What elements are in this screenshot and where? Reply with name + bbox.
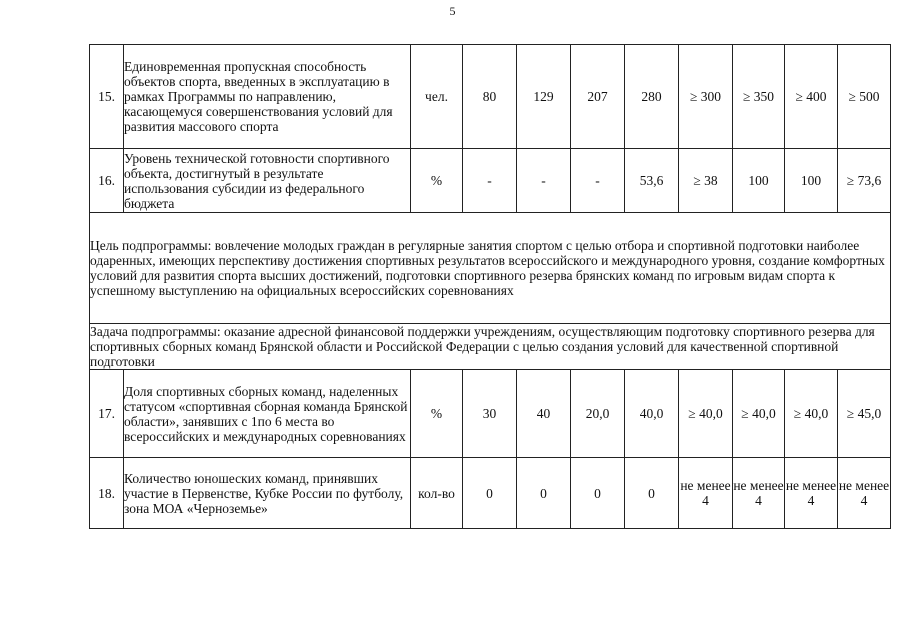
value-cell: 40: [517, 370, 571, 458]
row-number: 18.: [90, 458, 124, 529]
indicator-description: Количество юношеских команд, принявших участие в Первенстве, Кубке России по футболу, зона МОА «Черноземье»: [124, 458, 411, 529]
value-cell: ≥ 350: [733, 45, 785, 149]
goal-row: [90, 213, 891, 324]
value-cell: 0: [571, 458, 625, 529]
subprogram-goal: Цель подпрограммы: вовлечение молодых граждан в регулярные занятия спортом с целью отбора и спортивной подготовки наиболее одаренных, имеющих перспективу достижения спортивных результатов всероссийского и международного уровня, создание комфортных условий для развития спорта высших достижений, подготовки спортивного резерва брянских команд по игровым видам спорта к успешному выступлению на официальных всероссийских соревнованиях: [90, 213, 891, 324]
unit-cell: %: [411, 370, 463, 458]
value-cell: 20,0: [571, 370, 625, 458]
value-cell: ≥ 300: [679, 45, 733, 149]
value-cell: -: [463, 149, 517, 213]
page-number: 5: [449, 4, 456, 18]
value-cell: ≥ 400: [785, 45, 838, 149]
value-cell: ≥ 40,0: [679, 370, 733, 458]
value-cell: ≥ 38: [679, 149, 733, 213]
value-cell: не менее 4: [838, 458, 891, 529]
value-cell: 100: [733, 149, 785, 213]
value-cell: ≥ 45,0: [838, 370, 891, 458]
task-row: [90, 324, 891, 370]
value-cell: 129: [517, 45, 571, 149]
indicators-table: [89, 44, 891, 529]
value-cell: 0: [625, 458, 679, 529]
unit-cell: чел.: [411, 45, 463, 149]
value-cell: ≥ 500: [838, 45, 891, 149]
indicator-description: Уровень технической готовности спортивного объекта, достигнутый в результате использования субсидии из федерального бюджета: [124, 149, 411, 213]
value-cell: 30: [463, 370, 517, 458]
value-cell: 53,6: [625, 149, 679, 213]
value-cell: не менее 4: [785, 458, 838, 529]
value-cell: ≥ 73,6: [838, 149, 891, 213]
table-row: [90, 45, 891, 149]
value-cell: 100: [785, 149, 838, 213]
unit-cell: %: [411, 149, 463, 213]
value-cell: 0: [517, 458, 571, 529]
table-row: [90, 458, 891, 529]
value-cell: ≥ 40,0: [733, 370, 785, 458]
value-cell: -: [571, 149, 625, 213]
value-cell: не менее 4: [679, 458, 733, 529]
value-cell: не менее 4: [733, 458, 785, 529]
subprogram-task: Задача подпрограммы: оказание адресной финансовой поддержки учреждениям, осуществляющим подготовку спортивного резерва для спортивных сборных команд Брянской области и Российской Федерации с целью создания условий для качественной спортивной подготовки: [90, 324, 891, 370]
value-cell: ≥ 40,0: [785, 370, 838, 458]
indicator-description: Доля спортивных сборных команд, наделенных статусом «спортивная сборная команда Брянской области», занявших с 1по 6 места во всероссийских и международных соревнованиях: [124, 370, 411, 458]
table-row: [90, 370, 891, 458]
value-cell: 40,0: [625, 370, 679, 458]
value-cell: 0: [463, 458, 517, 529]
table-row: [90, 149, 891, 213]
value-cell: 80: [463, 45, 517, 149]
value-cell: 207: [571, 45, 625, 149]
row-number: 16.: [90, 149, 124, 213]
value-cell: -: [517, 149, 571, 213]
row-number: 15.: [90, 45, 124, 149]
indicator-description: Единовременная пропускная способность объектов спорта, введенных в эксплуатацию в рамках Программы по направлению, касающемуся совершенствования условий для развития массового спорта: [124, 45, 411, 149]
value-cell: 280: [625, 45, 679, 149]
row-number: 17.: [90, 370, 124, 458]
unit-cell: кол-во: [411, 458, 463, 529]
